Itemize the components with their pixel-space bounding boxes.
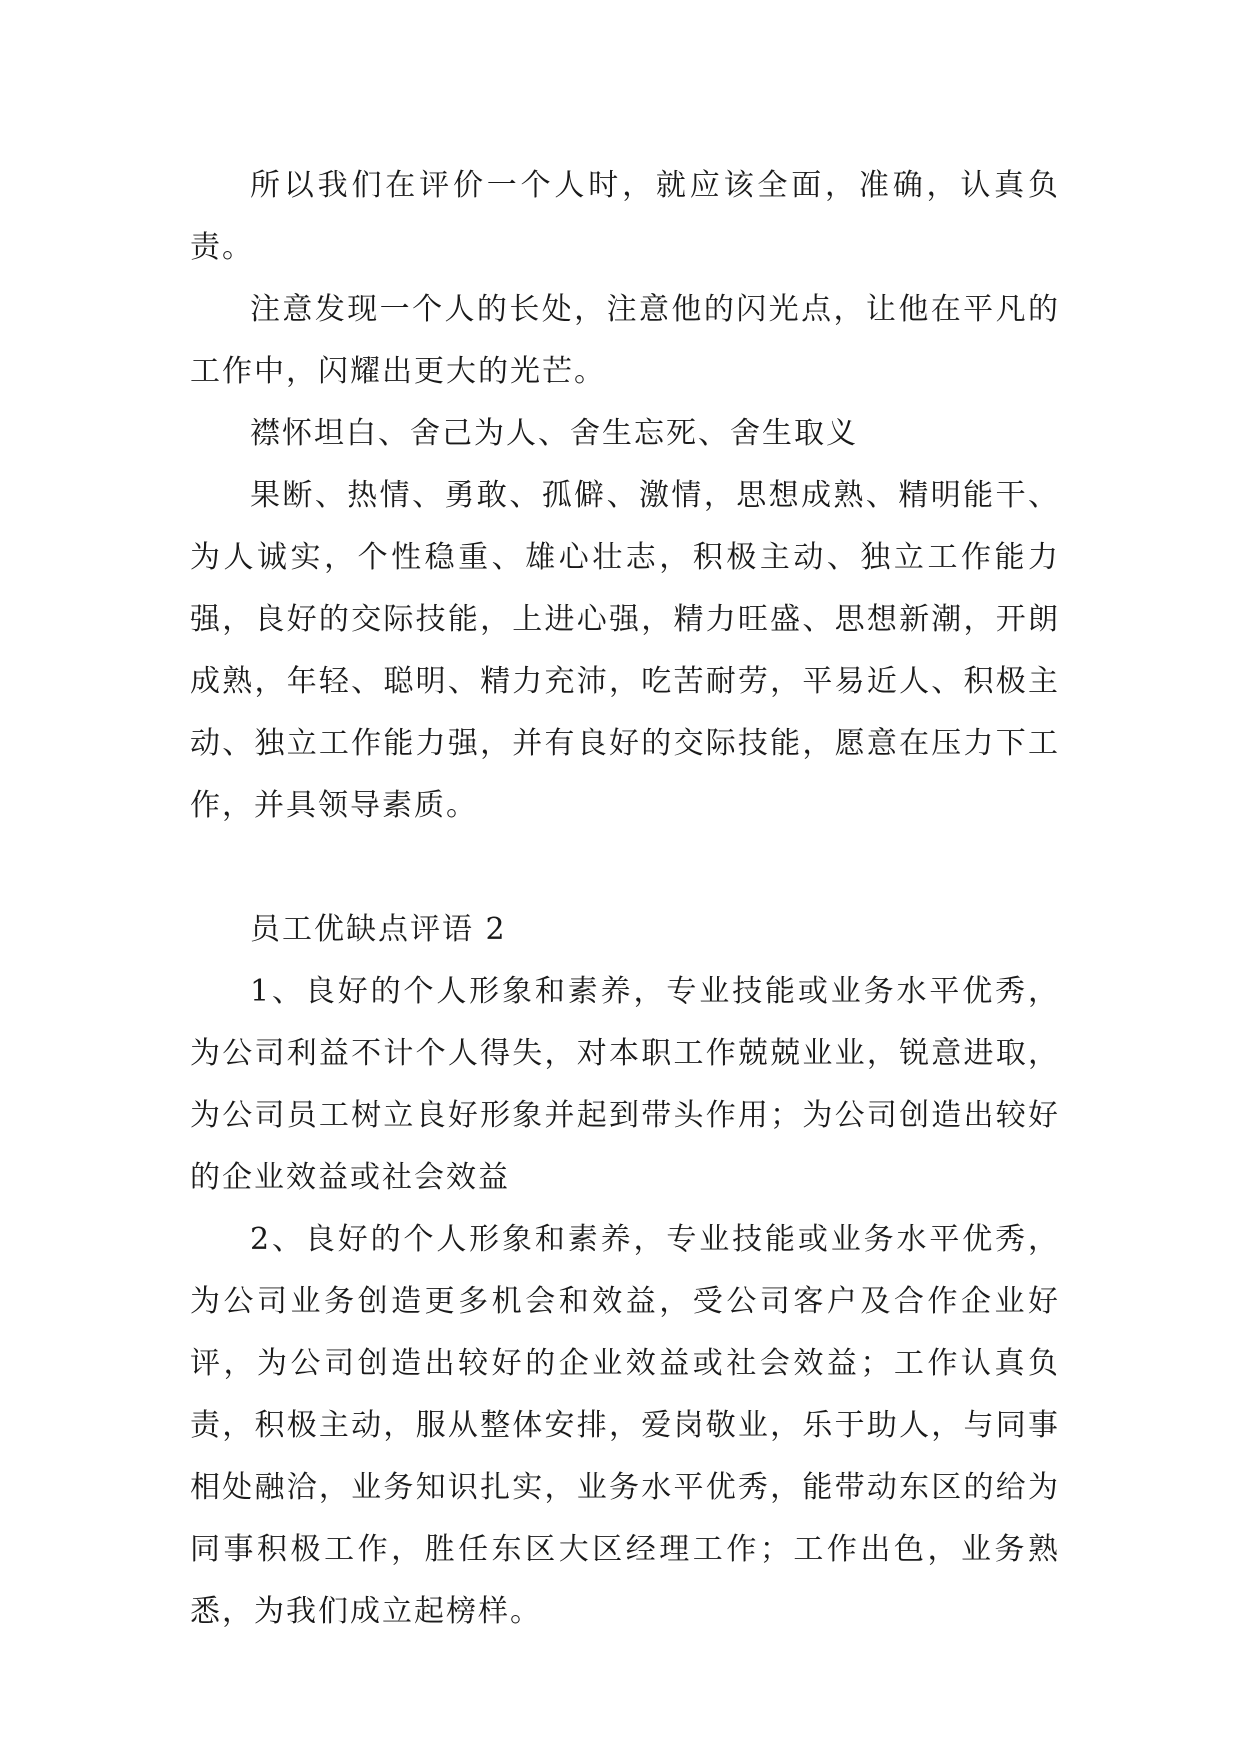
paragraph-discover-strengths: 注意发现一个人的长处，注意他的闪光点，让他在平凡的工作中，闪耀出更大的光芒。 xyxy=(190,292,1060,389)
paragraph-evaluate-comprehensively: 所以我们在评价一个人时，就应该全面，准确，认真负责。 xyxy=(190,168,1060,265)
paragraph-traits-list: 果断、热情、勇敢、孤僻、激情，思想成熟、精明能干、为人诚实，个性稳重、雄心壮志，积极主动、独立工作能力强，良好的交际技能，上进心强，精力旺盛、思想新潮，开朗成熟，年轻、聪明、精力充沛，吃苦耐劳，平易近人、积极主动、独立工作能力强，并有良好的交际技能，愿意在压力下工作，并具领导素质。 xyxy=(190,478,1060,823)
paragraph-comment-2: 2、良好的个人形象和素养，专业技能或业务水平优秀，为公司业务创造更多机会和效益，受公司客户及合作企业好评，为公司创造出较好的企业效益或社会效益；工作认真负责，积极主动，服从整体安排，爱岗敬业，乐于助人，与同事相处融洽，业务知识扎实，业务水平优秀，能带动东区的给为同事积极工作，胜任东区大区经理工作；工作出色，业务熟悉，为我们成立起榜样。 xyxy=(190,1222,1060,1629)
paragraph-comment-1: 1、良好的个人形象和素养，专业技能或业务水平优秀，为公司利益不计个人得失，对本职工作兢兢业业，锐意进取，为公司员工树立良好形象并起到带头作用；为公司创造出较好的企业效益或社会效益 xyxy=(190,974,1060,1195)
document-body xyxy=(190,155,1060,1643)
section-spacer xyxy=(190,837,1060,899)
paragraph-virtues: 襟怀坦白、舍己为人、舍生忘死、舍生取义 xyxy=(250,416,858,451)
section-heading: 员工优缺点评语 2 xyxy=(250,912,507,947)
